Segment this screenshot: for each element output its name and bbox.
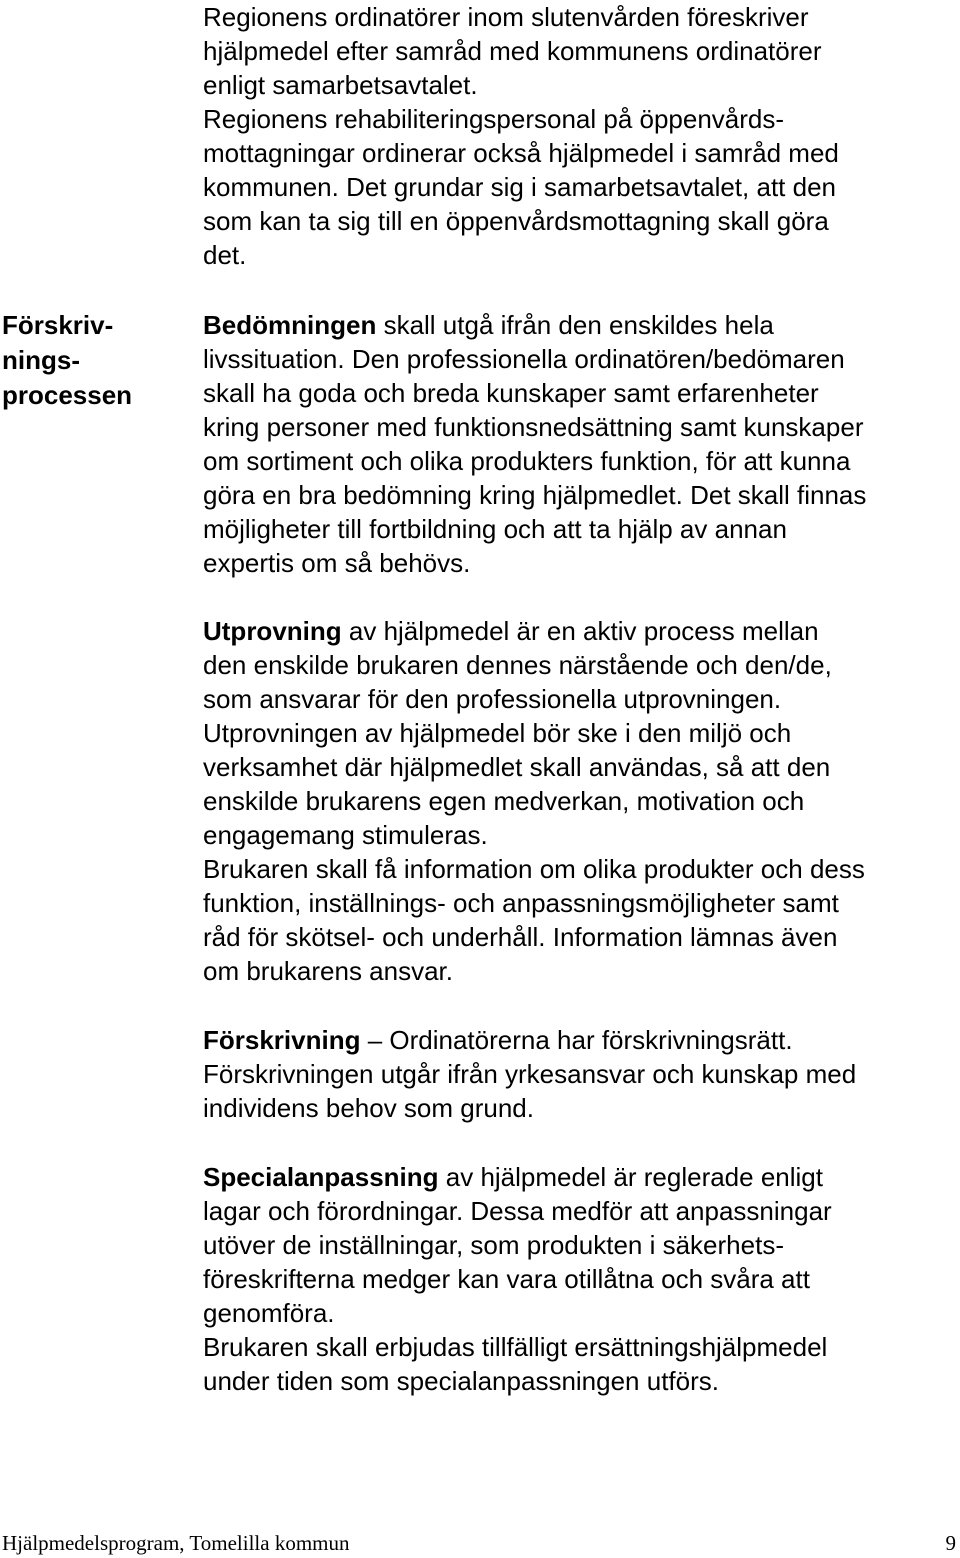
text-line: [203, 1160, 832, 1194]
text-line: det.: [203, 240, 247, 270]
text-line: Brukaren skall erbjudas tillfälligt ersättningshjälpmedel: [203, 1332, 828, 1362]
text-line: kommunen. Det grundar sig i samarbetsavtalet, att den: [203, 172, 836, 202]
text-line: utöver de inställningar, som produkten i säkerhets-: [203, 1230, 784, 1260]
text-line: föreskrifterna medger kan vara otillåtna och svåra att: [203, 1264, 810, 1294]
text-line: mottagningar ordinerar också hjälpmedel i samråd med: [203, 138, 839, 168]
text-line: individens behov som grund.: [203, 1093, 534, 1123]
text-fragment: skall utgå ifrån den enskildes hela: [376, 310, 774, 340]
term-specialanpassning: Specialanpassning: [203, 1162, 439, 1192]
text-line: verksamhet där hjälpmedlet skall användas, så att den: [203, 752, 831, 782]
paragraph-utprovning: [203, 614, 865, 988]
text-fragment: av hjälpmedel är en aktiv process mellan: [341, 616, 819, 646]
text-fragment: av hjälpmedel är reglerade enligt: [438, 1162, 823, 1192]
text-line: [203, 1023, 856, 1057]
side-heading-line: Förskriv-: [2, 310, 114, 340]
footer-title: Hjälpmedelsprogram, Tomelilla kommun: [2, 1531, 350, 1555]
text-line: livssituation. Den professionella ordinatören/bedömaren: [203, 344, 845, 374]
text-line: om sortiment och olika produkters funktion, för att kunna: [203, 446, 851, 476]
text-line: Regionens rehabiliteringspersonal på öppenvårds-: [203, 104, 785, 134]
text-line: skall ha goda och breda kunskaper samt erfarenheter: [203, 378, 819, 408]
side-heading: [2, 308, 162, 413]
text-line: [203, 308, 866, 342]
text-line: lagar och förordningar. Dessa medför att anpassningar: [203, 1196, 832, 1226]
side-heading-line: nings-: [2, 345, 80, 375]
text-line: som kan ta sig till en öppenvårdsmottagning skall göra: [203, 206, 829, 236]
text-line: göra en bra bedömning kring hjälpmedlet. Det skall finnas: [203, 480, 867, 510]
text-line: Brukaren skall få information om olika produkter och dess: [203, 854, 865, 884]
text-line: enskilde brukarens egen medverkan, motivation och: [203, 786, 805, 816]
text-line: råd för skötsel- och underhåll. Information lämnas även: [203, 922, 838, 952]
text-line: som ansvarar för den professionella utprovningen.: [203, 684, 782, 714]
term-utprovning: Utprovning: [203, 616, 342, 646]
text-line: Regionens ordinatörer inom slutenvården föreskriver: [203, 2, 809, 32]
text-line: hjälpmedel efter samråd med kommunens ordinatörer: [203, 36, 822, 66]
text-fragment: – Ordinatörerna har förskrivningsrätt.: [360, 1025, 793, 1055]
text-line: om brukarens ansvar.: [203, 956, 454, 986]
term-bedomningen: Bedömningen: [203, 310, 377, 340]
text-line: enligt samarbetsavtalet.: [203, 70, 478, 100]
term-forskrivning: Förskrivning: [203, 1025, 361, 1055]
page-number: 9: [945, 1531, 956, 1555]
text-line: den enskilde brukaren dennes närstående och den/de,: [203, 650, 832, 680]
text-line: möjligheter till fortbildning och att ta hjälp av annan: [203, 514, 787, 544]
text-line: genomföra.: [203, 1298, 335, 1328]
paragraph-bedomning: [203, 308, 866, 580]
text-line: under tiden som specialanpassningen utförs.: [203, 1366, 719, 1396]
text-line: engagemang stimuleras.: [203, 820, 488, 850]
paragraph-ordinatorer: [203, 0, 839, 272]
text-line: Utprovningen av hjälpmedel bör ske i den miljö och: [203, 718, 792, 748]
side-heading-line: processen: [2, 380, 133, 410]
text-line: funktion, inställnings- och anpassningsmöjligheter samt: [203, 888, 839, 918]
text-line: [203, 614, 865, 648]
text-line: kring personer med funktionsnedsättning samt kunskaper: [203, 412, 864, 442]
text-line: Förskrivningen utgår ifrån yrkesansvar och kunskap med: [203, 1059, 857, 1089]
text-line: expertis om så behövs.: [203, 548, 471, 578]
paragraph-specialanpassning: [203, 1160, 832, 1398]
paragraph-forskrivning: [203, 1023, 856, 1125]
